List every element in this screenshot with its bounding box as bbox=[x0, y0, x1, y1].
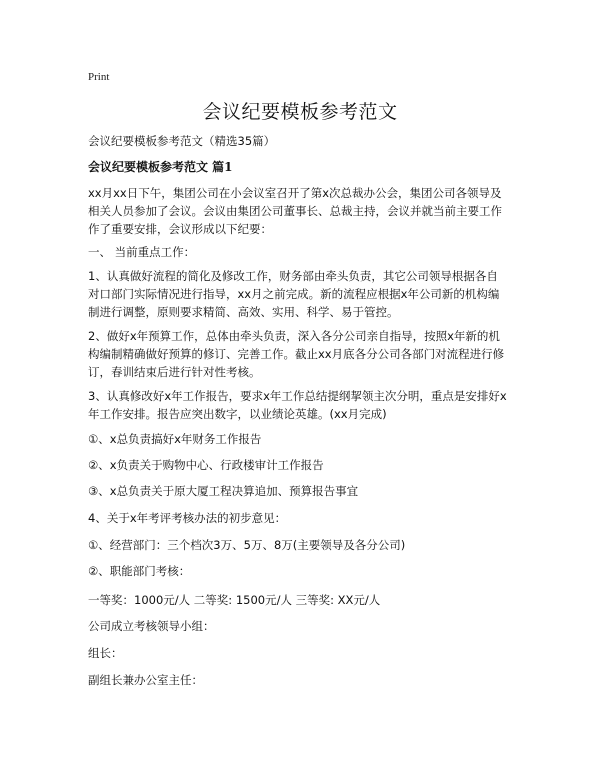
paragraph-line: ②、x负责关于购物中心、行政楼审计工作报告 bbox=[88, 458, 324, 472]
paragraph-line: 对口部门实际情况进行指导，xx月之前完成。新的流程应根据x年公司新的机构编 bbox=[88, 287, 500, 301]
section-heading: 会议纪要模板参考范文 篇1 bbox=[88, 160, 233, 174]
paragraph-line: 相关人员参加了会议。会议由集团公司董事长、总裁主持，会议并就当前主要工作 bbox=[88, 204, 502, 218]
paragraph-line: 2、做好x年预算工作，总体由牵头负责，深入各分公司亲自指导，按照x年新的机 bbox=[88, 329, 500, 343]
paragraph-line: 1、认真做好流程的简化及修改工作，财务部由牵头负责，其它公司领导根据各自 bbox=[88, 269, 498, 283]
paragraph-line: 组长： bbox=[88, 646, 123, 660]
paragraph-line: ①、x总负责搞好x年财务工作报告 bbox=[88, 432, 262, 446]
paragraph-line: 公司成立考核领导小组： bbox=[88, 619, 215, 633]
paragraph-line: 作了重要安排，会议形成以下纪要： bbox=[88, 222, 272, 236]
paragraph-line: 年工作安排。报告应突出数字，以业绩论英雄。(xx月完成) bbox=[88, 407, 387, 421]
paragraph-line: 3、认真修改好x年工作报告，要求x年工作总结提纲挈领主次分明，重点是安排好x bbox=[88, 389, 507, 403]
paragraph-line: 构编制精确做好预算的修订、完善工作。截止xx月底各分公司各部门对流程进行修 bbox=[88, 347, 505, 361]
document-title: 会议纪要模板参考范文 bbox=[202, 101, 398, 123]
paragraph-line: 一、 当前重点工作： bbox=[88, 245, 196, 259]
paragraph-line: 制进行调整，原则要求精简、高效、实用、科学、易于管控。 bbox=[88, 305, 399, 319]
paragraph-line: 一等奖：1000元/人 二等奖: 1500元/人 三等奖: XX元/人 bbox=[88, 593, 381, 607]
paragraph-line: xx月xx日下午，集团公司在小会议室召开了第x次总裁办公会，集团公司各领导及 bbox=[88, 186, 502, 200]
paragraph-line: ③、x总负责关于原大厦工程决算追加、预算报告事宜 bbox=[88, 484, 359, 498]
paragraph-line: 4、关于x年考评考核办法的初步意见： bbox=[88, 511, 287, 525]
paragraph-line: ①、经营部门：三个档次3万、5万、8万(主要领导及各分公司) bbox=[88, 538, 406, 552]
document-subtitle: 会议纪要模板参考范文（精选35篇） bbox=[88, 134, 276, 148]
paragraph-line: 副组长兼办公室主任： bbox=[88, 673, 203, 687]
paragraph-line: 订，春训结束后进行针对性考核。 bbox=[88, 365, 261, 379]
print-label: Print bbox=[88, 71, 110, 83]
paragraph-line: ②、职能部门考核： bbox=[88, 564, 191, 578]
